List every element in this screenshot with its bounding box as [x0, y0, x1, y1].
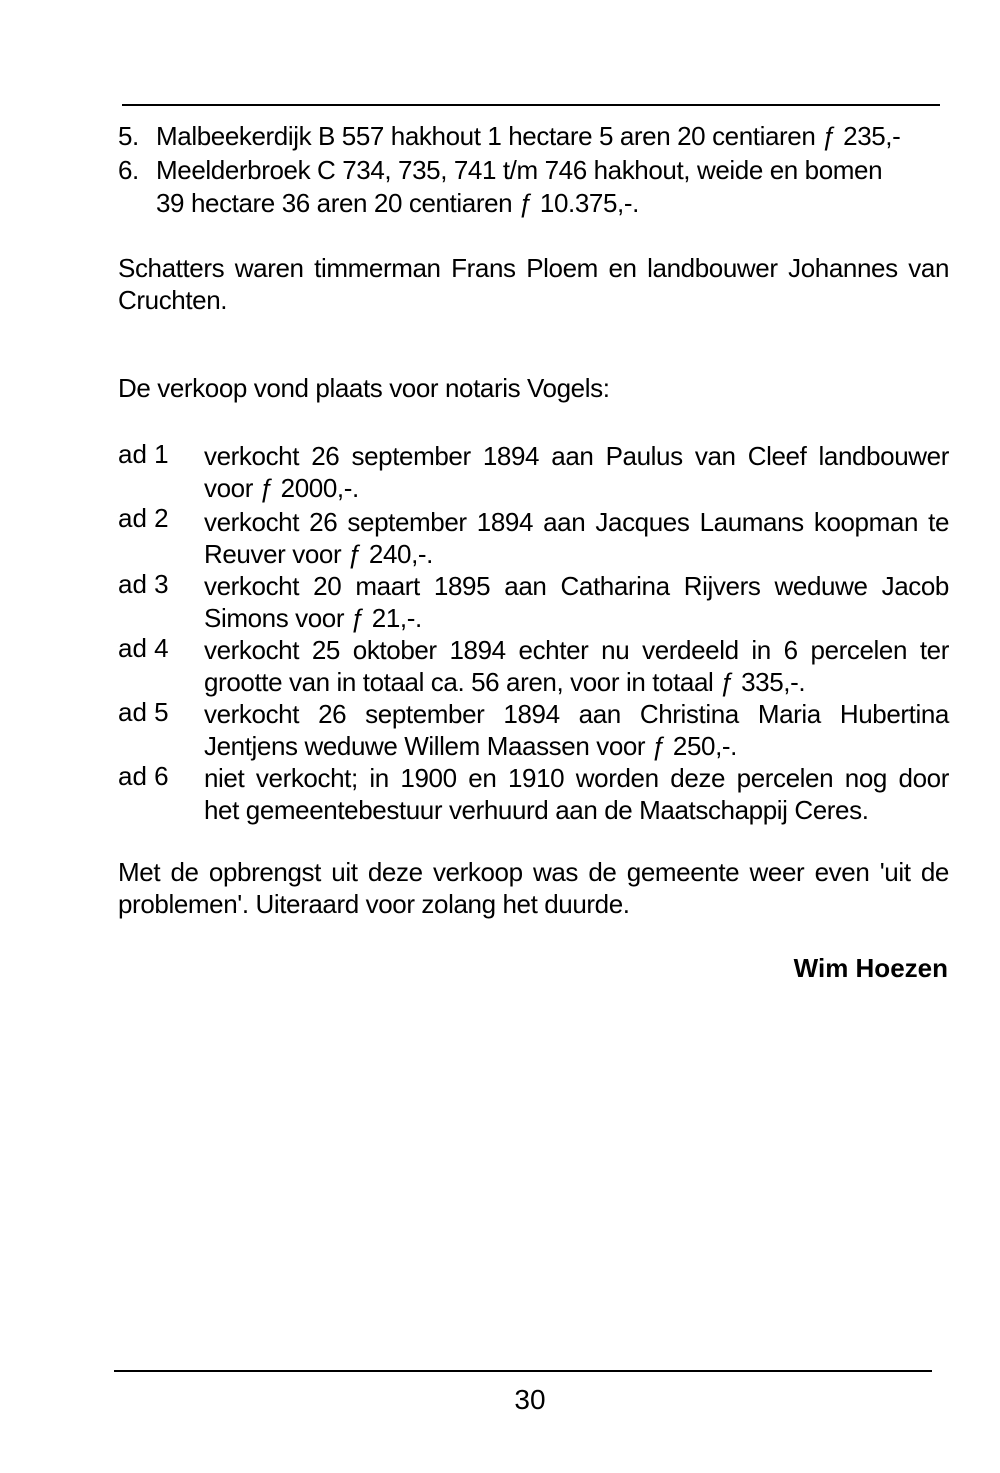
ad-line: Reuver voor ƒ 240,-.: [204, 539, 434, 569]
author-signature: Wim Hoezen: [793, 953, 948, 983]
paragraph-line: Schatters waren timmerman Frans Ploem en landbouwer Johannes van: [118, 253, 949, 283]
ad-line: verkocht 25 oktober 1894 echter nu verdeeld in 6 percelen ter: [204, 635, 949, 665]
ad-label-5: ad 5: [118, 697, 169, 727]
ad-label-3: ad 3: [118, 569, 169, 599]
paragraph-line: Met de opbrengst uit deze verkoop was de gemeente weer even 'uit de: [118, 857, 949, 887]
ad-label-4: ad 4: [118, 633, 169, 663]
ad-line: het gemeentebestuur verhuurd aan de Maatschappij Ceres.: [204, 795, 869, 825]
ad-label-1: ad 1: [118, 439, 169, 469]
ad-body-1: [204, 440, 949, 504]
list-item-5: [118, 120, 901, 152]
ad-body-4: [204, 634, 949, 698]
ad-body-5: [204, 698, 949, 762]
ad-line: verkocht 26 september 1894 aan Jacques Laumans koopman te: [204, 507, 949, 537]
paragraph-line: problemen'. Uiteraard voor zolang het duurde.: [118, 889, 630, 919]
paragraph-conclusion: [118, 856, 949, 920]
ad-body-2: [204, 506, 949, 570]
ad-line: verkocht 26 september 1894 aan Paulus van Cleef landbouwer: [204, 441, 949, 471]
ad-line: Simons voor ƒ 21,-.: [204, 603, 422, 633]
list-item-text: Meelderbroek C 734, 735, 741 t/m 746 hakhout, weide en bomen: [156, 155, 883, 185]
ad-body-3: [204, 570, 949, 634]
ad-line: verkocht 26 september 1894 aan Christina Maria Hubertina: [204, 699, 949, 729]
ad-line: verkocht 20 maart 1895 aan Catharina Rijvers weduwe Jacob: [204, 571, 949, 601]
paragraph-sale-intro: De verkoop vond plaats voor notaris Vogels:: [118, 373, 610, 403]
ad-line: voor ƒ 2000,-.: [204, 473, 359, 503]
list-item-number: 5.: [118, 121, 139, 151]
ad-label-6: ad 6: [118, 761, 169, 791]
list-item-6: [118, 154, 883, 218]
top-divider: [122, 104, 940, 106]
list-item-text-continuation: 39 hectare 36 aren 20 centiaren ƒ 10.375,-.: [156, 188, 639, 218]
paragraph-line: Cruchten.: [118, 285, 228, 315]
ad-label-2: ad 2: [118, 503, 169, 533]
ad-line: Jentjens weduwe Willem Maassen voor ƒ 250,-.: [204, 731, 737, 761]
paragraph-appraisers: [118, 252, 949, 316]
ad-line: grootte van in totaal ca. 56 aren, voor in totaal ƒ 335,-.: [204, 667, 806, 697]
page-number: 30: [514, 1384, 546, 1415]
ad-line: niet verkocht; in 1900 en 1910 worden deze percelen nog door: [204, 763, 949, 793]
list-item-number: 6.: [118, 155, 139, 185]
list-item-text: Malbeekerdijk B 557 hakhout 1 hectare 5 aren 20 centiaren ƒ 235,-: [156, 121, 901, 151]
bottom-divider: [114, 1370, 932, 1372]
ad-body-6: [204, 762, 949, 826]
